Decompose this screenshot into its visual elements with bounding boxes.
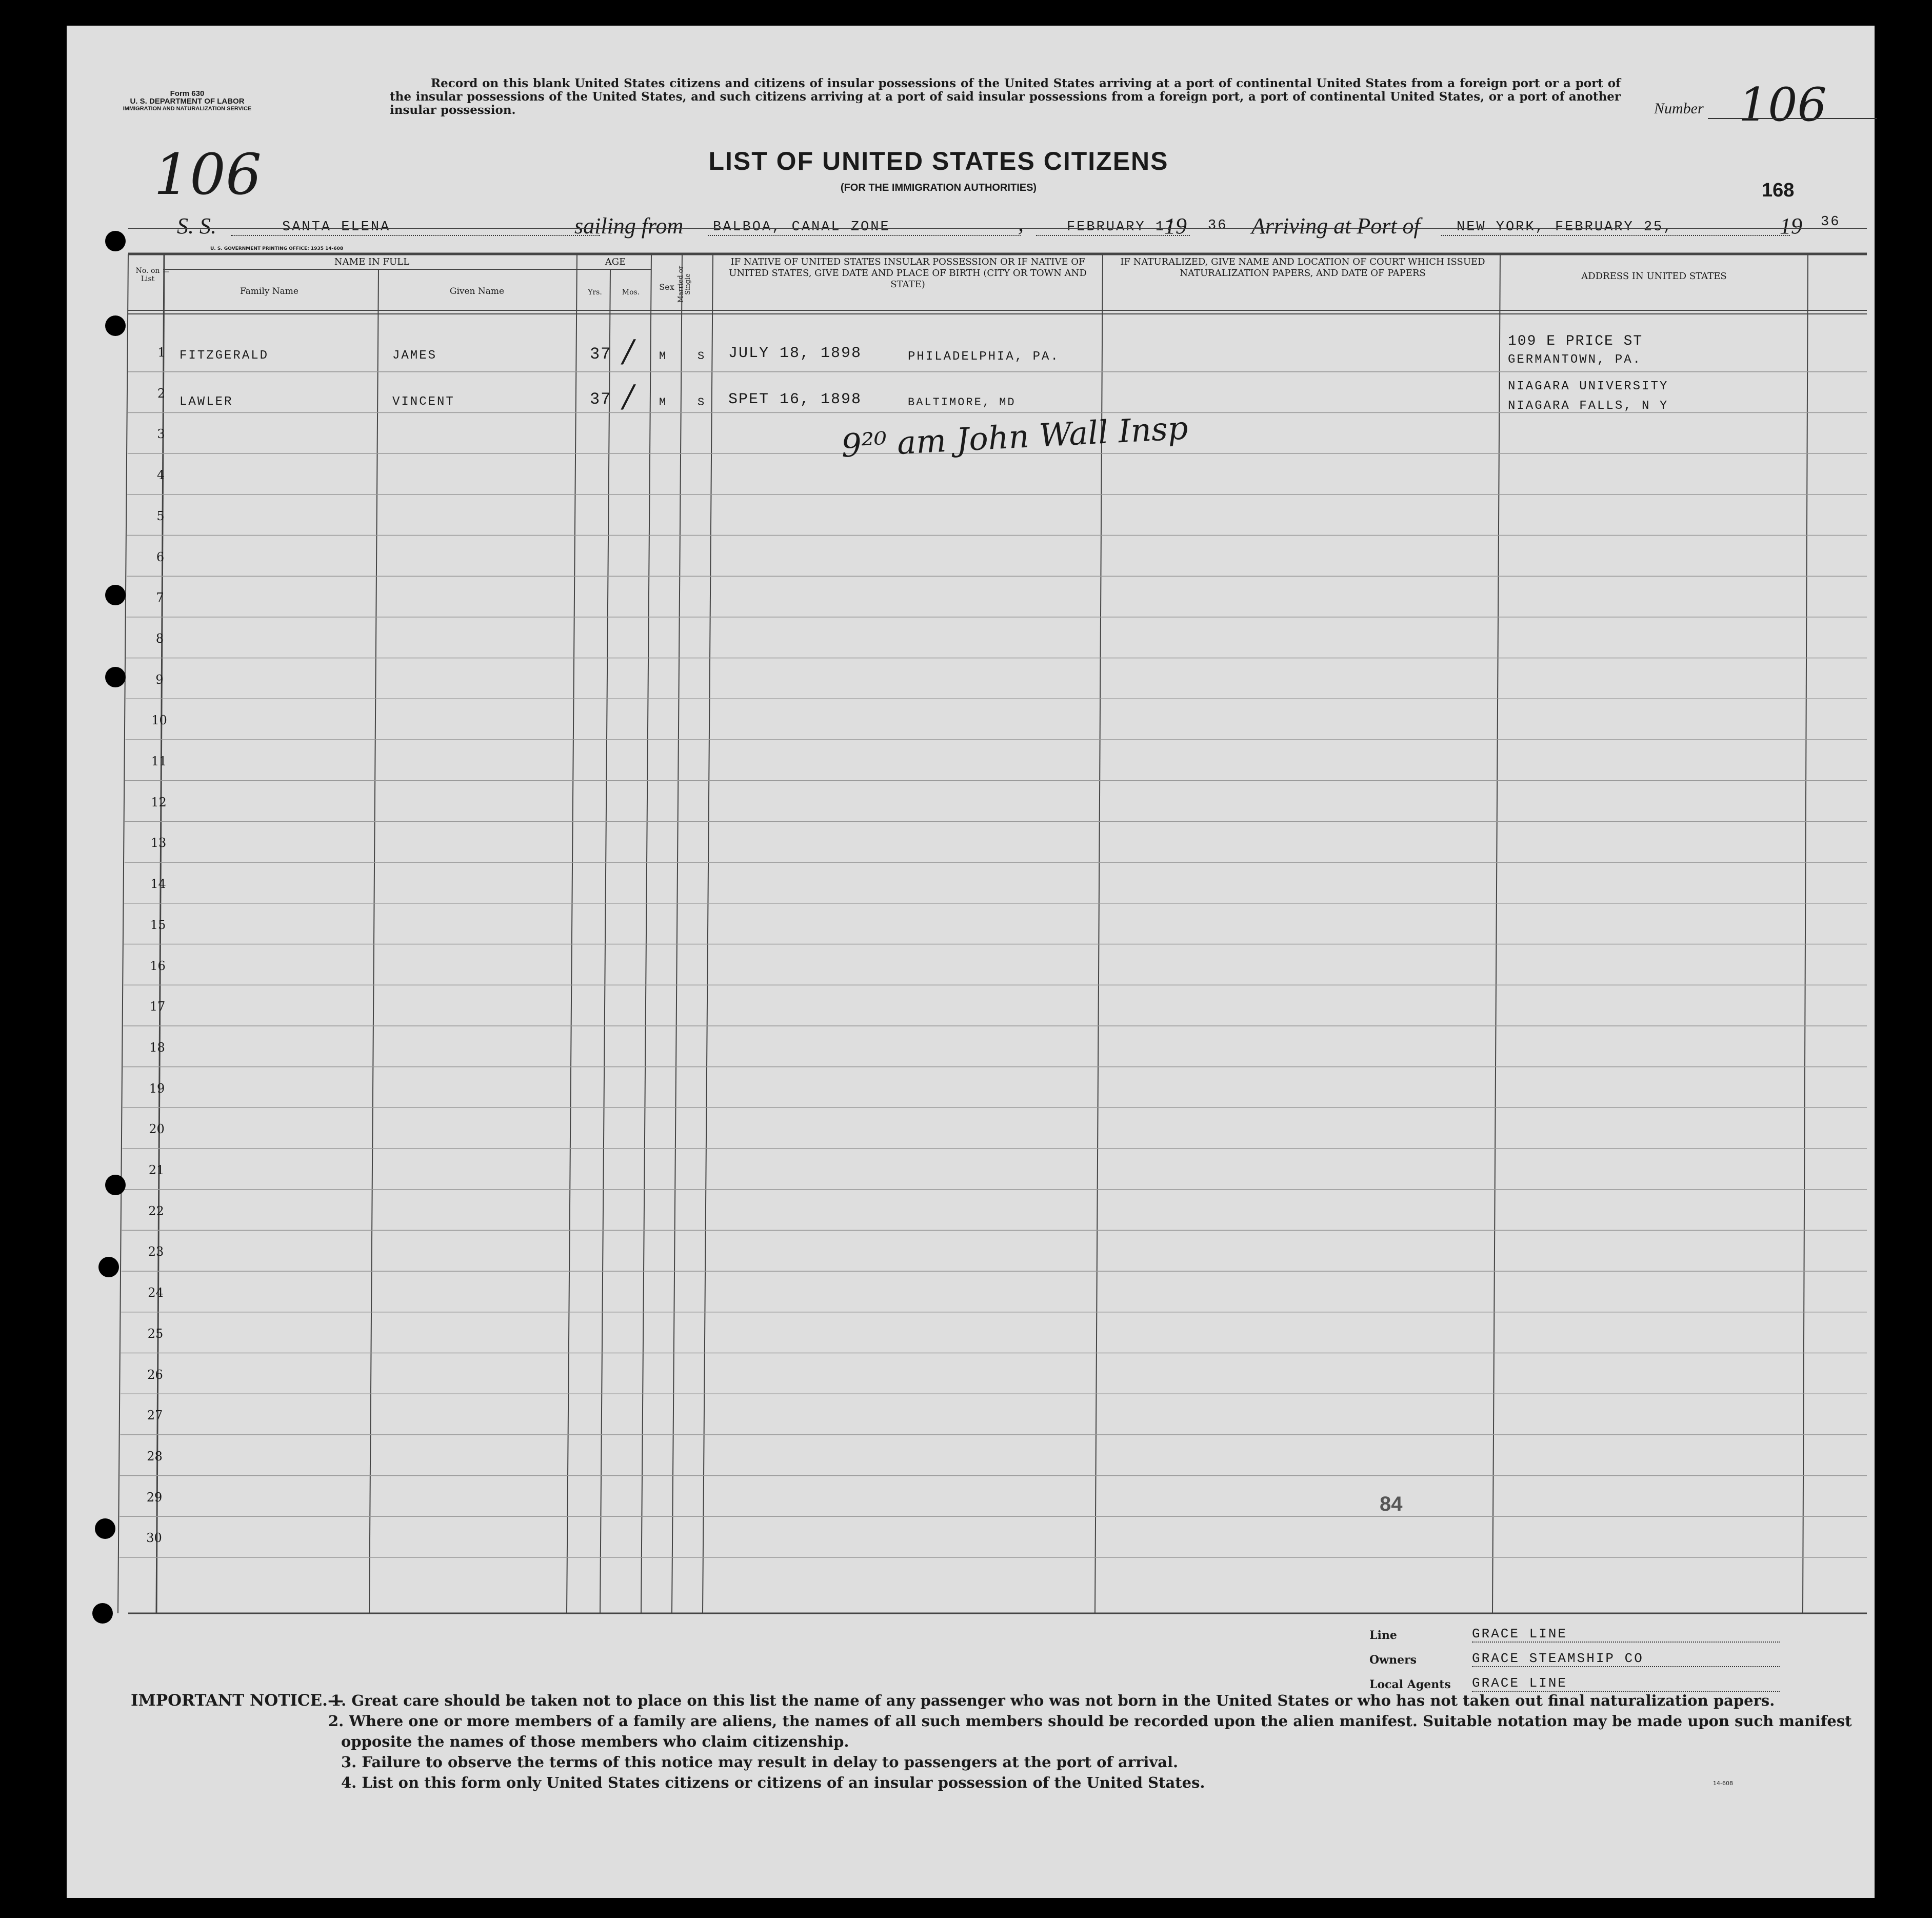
notice-item-2: 2. Where one or more members of a family are aliens, the names of all such members should be recorded upon the alien manifest. Suitable notation may be made upon such manifest opposite the names of those members who claim citizenship. (328, 1712, 1852, 1750)
number-label: Number (1654, 100, 1704, 117)
arrival-year: 36 (1821, 214, 1841, 230)
row-number: 10 (151, 713, 167, 728)
binder-hole (98, 1257, 119, 1277)
row2-yrs: 37 (590, 390, 612, 409)
row-number: 22 (148, 1203, 164, 1218)
binder-hole (105, 667, 126, 687)
row2-sex: M (659, 396, 668, 409)
col-native-header: IF NATIVE OF UNITED STATES INSULAR POSSESSION OR IF NATIVE OF UNITED STATES, GIVE DATE AND PLACE OF BIRTH (CITY OR TOWN AND STATE) (729, 256, 1087, 290)
row1-address-2: GERMANTOWN, PA. (1508, 353, 1642, 367)
row-number: 30 (146, 1531, 162, 1546)
page-number: 168 (1762, 180, 1795, 201)
col-yrs-header: Yrs. (588, 288, 602, 296)
number-value: 106 (1739, 78, 1827, 132)
row2-birth-date: SPET 16, 1898 (728, 391, 862, 408)
row-number: 1 (157, 345, 166, 360)
row-number: 7 (156, 590, 164, 605)
row1-yrs: 37 (590, 345, 612, 364)
col-family-header: Family Name (240, 286, 298, 296)
row2-given: VINCENT (392, 395, 455, 409)
row-number: 20 (149, 1122, 165, 1137)
row-number: 2 (157, 386, 166, 401)
binder-hole (95, 1518, 115, 1539)
binder-hole (105, 231, 126, 251)
ship-name: SANTA ELENA (231, 220, 600, 236)
row1-birth-date: JULY 18, 1898 (728, 345, 862, 362)
binder-hole (105, 315, 126, 336)
row-number: 24 (148, 1286, 164, 1300)
row2-address-2: NIAGARA FALLS, N Y (1508, 399, 1669, 413)
arriving-label: Arriving at Port of (1251, 213, 1420, 239)
sail-date: FEBRUARY 17 (1036, 220, 1190, 236)
row2-address-1: NIAGARA UNIVERSITY (1508, 380, 1669, 393)
notice-item-1: 1. Great care should be taken not to place on this list the name of any passenger who was not born in the United States or who has not taken out final naturalization papers. (331, 1692, 1775, 1709)
owners-label: Owners (1369, 1653, 1417, 1667)
row2-mos-mark: / (623, 379, 634, 414)
manifest-sheet (67, 26, 1875, 1898)
agents-value: GRACE LINE (1472, 1675, 1780, 1692)
row-number: 16 (150, 958, 166, 973)
row-number: 19 (149, 1081, 165, 1096)
inspector-note: 9²⁰ am John Wall Insp (840, 409, 1189, 465)
col-address-header: ADDRESS IN UNITED STATES (1581, 271, 1727, 282)
year-prefix-1: 19 (1164, 213, 1187, 239)
page-title: LIST OF UNITED STATES CITIZENS (708, 147, 1169, 175)
service: IMMIGRATION AND NATURALIZATION SERVICE (123, 106, 252, 112)
row-number: 5 (156, 508, 165, 523)
row1-birth-place: PHILADELPHIA, PA. (908, 350, 1060, 364)
row2-birth-place: BALTIMORE, MD (908, 396, 1016, 409)
col-given-header: Given Name (449, 286, 505, 296)
year-prefix-2: 19 (1780, 213, 1802, 239)
row-number: 12 (151, 795, 167, 809)
binder-hole (92, 1603, 113, 1624)
row1-mos-mark: / (623, 333, 634, 369)
row-number: 6 (156, 549, 165, 564)
row-number: 17 (149, 999, 166, 1014)
from-port: BALBOA, CANAL ZONE (708, 220, 1021, 236)
row-number: 8 (155, 631, 164, 646)
row-number: 18 (149, 1040, 165, 1055)
notice-item-3: 3. Failure to observe the terms of this notice may result in delay to passengers at the port of arrival. (341, 1753, 1179, 1771)
page-subtitle: (FOR THE IMMIGRATION AUTHORITIES) (840, 182, 1037, 193)
notice-item-4: 4. List on this form only United States citizens or citizens of an insular possession of the United States. (341, 1774, 1205, 1791)
col-age-header: AGE (605, 256, 626, 267)
binder-hole (105, 1175, 126, 1195)
row-number: 11 (151, 754, 167, 768)
ss-label: S. S. (177, 213, 216, 239)
row-number: 28 (147, 1449, 163, 1464)
handwritten-corner-number: 106 (154, 142, 262, 207)
printer-note: U. S. GOVERNMENT PRINTING OFFICE: 1935 14-608 (210, 246, 344, 251)
department: U. S. DEPARTMENT OF LABOR (130, 97, 245, 106)
row-number: 13 (150, 836, 167, 851)
line-label: Line (1369, 1629, 1397, 1642)
row1-family: FITZGERALD (180, 349, 269, 363)
row1-given: JAMES (392, 349, 437, 363)
row2-family: LAWLER (180, 395, 233, 409)
col-no-header: No. on List (135, 267, 160, 283)
form-number: Form 630 (170, 89, 205, 98)
row-number: 27 (147, 1408, 163, 1423)
binder-hole (105, 585, 126, 605)
line-value: GRACE LINE (1472, 1626, 1780, 1643)
col-name-header: NAME IN FULL (334, 256, 410, 267)
row-number: 9 (155, 672, 164, 687)
owners-value: GRACE STEAMSHIP CO (1472, 1651, 1780, 1667)
col-mos-header: Mos. (622, 288, 640, 296)
form-code: 14-608 (1713, 1780, 1733, 1787)
row1-ms: S (698, 350, 706, 363)
arrival: NEW YORK, FEBRUARY 25, (1441, 220, 1790, 236)
row-number: 25 (147, 1326, 164, 1341)
row1-sex: M (659, 350, 668, 363)
col-sex-header: Sex (659, 282, 674, 292)
row-number: 4 (156, 468, 165, 483)
preamble-text: Record on this blank United States citizens and citizens of insular possessions of the United States arriving at a port of continental United States from a foreign port or a port of the insular possessions of the United States, and such citizens arriving at a port of said insular possessions from a foreign port, a port of continental United States, or a port of another insular possession. (390, 76, 1621, 117)
row-number: 23 (148, 1244, 164, 1259)
row-number: 3 (157, 427, 165, 442)
sail-year: 36 (1208, 218, 1228, 233)
row-number: 26 (147, 1367, 163, 1382)
notice-heading: IMPORTANT NOTICE.— (131, 1691, 344, 1710)
row-number: 21 (148, 1163, 165, 1177)
col-married-header: Married or Single (677, 266, 692, 303)
col-naturalized-header: IF NATURALIZED, GIVE NAME AND LOCATION OF COURT WHICH ISSUED NATURALIZATION PAPERS, AND DATE OF PAPERS (1120, 256, 1485, 279)
row1-address-1: 109 E PRICE ST (1508, 333, 1643, 349)
sailing-label: sailing from (574, 213, 684, 239)
row-number: 15 (150, 917, 166, 932)
row-number: 29 (146, 1490, 163, 1505)
stamp-84: 84 (1380, 1493, 1403, 1515)
row-number: 14 (150, 877, 166, 892)
row2-ms: S (698, 396, 706, 409)
agents-label: Local Agents (1369, 1678, 1451, 1691)
comma-1: , (1018, 211, 1024, 236)
